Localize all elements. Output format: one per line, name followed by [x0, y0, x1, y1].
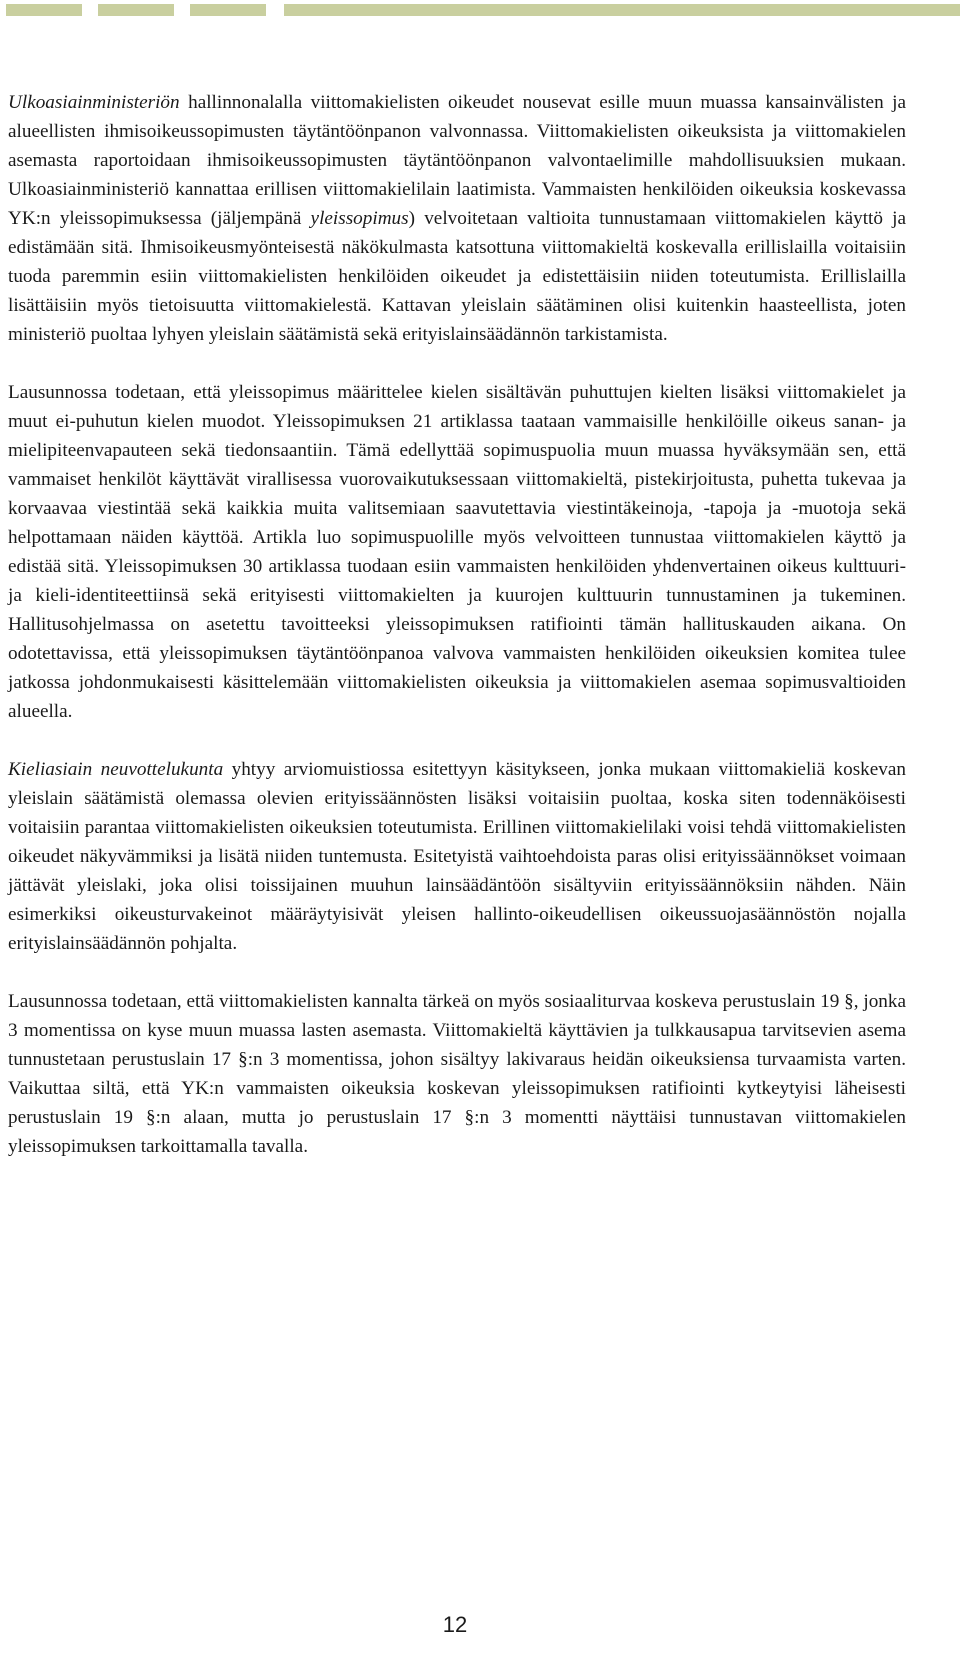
- paragraph-text: hallinnonalalla viittomakielisten oikeudet nousevat esille muun muassa kansainvälisten ja alueellisten ihmisoikeussopimusten täytäntöönpanon valvonnassa. Viittomakielisten oikeuksista ja viittomakielen asemasta raportoidaan ihmisoikeussopimusten täytäntöönpanon valvontaelimille mahdollisuuksien mukaan. Ulkoasiainministeriö kannattaa erillisen viittomakielilain laatimista. Vammaisten henkilöiden oikeuksia koskevassa YK:n yleissopimuksessa (jäljempänä: [8, 92, 906, 229]
- paragraph: [8, 378, 906, 726]
- paragraph: [8, 755, 906, 958]
- page-number: 12: [442, 1612, 468, 1637]
- paragraph-text: Lausunnossa todetaan, että viittomakielisten kannalta tärkeä on myös sosiaaliturvaa koskeva perustuslain 19 §, jonka 3 momentissa on kyse muun muassa lasten asemasta. Viittomakieltä käyttävien ja tulkkausapua tarvitsevien asema tunnustetaan perustuslain 17 §:n 3 momentissa, johon sisältyy lakivaraus heidän oikeuksiensa turvaamista varten. Vaikuttaa siltä, että YK:n vammaisten oikeuksia koskevan yleissopimuksen ratifiointi kytkeytyisi läheisesti perustuslain 19 §:n alaan, mutta jo perustuslain 17 §:n 3 momentti näyttäisi tunnustavan viittomakielen yleissopimuksen tarkoittamalla tavalla.: [8, 991, 906, 1157]
- paragraph: [8, 987, 906, 1161]
- header-decoration: [0, 4, 960, 16]
- organization-name: Kieliasiain neuvottelukunta: [8, 759, 224, 780]
- paragraph-text: Lausunnossa todetaan, että yleissopimus määrittelee kielen sisältävän puhuttujen kielten lisäksi viittomakielet ja muut ei-puhutun kielen muodot. Yleissopimuksen 21 artiklassa taataan vammaisille henkilöille oikeus sanan- ja mielipiteenvapauteen sekä tiedonsaantiin. Tämä edellyttää sopimuspuolia muun muassa hyväksymään sen, että vammaiset henkilöt käyttävät virallisessa vuorovaikutuksessaan viittomakieltä, pistekirjoitusta, puhetta tukevaa ja korvaavaa viestintää sekä kaikkia muita valitsemiaan saavutettavia viestintäkeinoja, -tapoja ja -muotoja sekä helpottamaan näiden käyttöä. Artikla luo sopimuspuolille myös velvoitteen tunnustaa viittomakielen käyttö ja edistää sitä. Yleissopimuksen 30 artiklassa tuodaan esiin vammaisten henkilöiden yhdenvertainen oikeus kulttuuri- ja kieli-identiteettiinsä sekä erityisesti viittomakielten ja kuurojen kulttuurin tunnustaminen ja tukeminen. Hallitusohjelmassa on asetettu tavoitteeksi yleissopimuksen ratifiointi tämän hallituskauden aikana. On odotettavissa, että yleissopimuksen täytäntöönpanoa valvova vammaisten henkilöiden oikeuksien komitea tulee jatkossa johdonmukaisesti käsittelemään viittomakielisten oikeuksia ja viittomakielen asemaa sopimusvaltioiden alueella.: [8, 382, 906, 722]
- paragraph-text: yhtyy arviomuistiossa esitettyyn käsitykseen, jonka mukaan viittomakieliä koskevan yleislain säätämistä olemassa olevien erityissäännösten lisäksi voitaisiin puoltaa, koska siten todennäköisesti voitaisiin parantaa viittomakielisten oikeuksien toteutumista. Erillinen viittomakielilaki voisi tehdä viittomakielisten oikeudet näkyvämmiksi ja lisätä niiden tuntemusta. Esitetyistä vaihtoehdoista paras olisi erityissäännökset voimaan jättävät yleislaki, joka olisi toissijainen muuhun lainsäädäntöön sisältyviin erityissäännöksiin nähden. Näin esimerkiksi oikeusturvakeinot määräytyisivät yleisen hallinto-oikeudellisen oikeussuojasäännöstön nojalla erityislainsäädännön pohjalta.: [8, 759, 907, 954]
- defined-term: yleissopimus: [310, 208, 409, 229]
- paragraph: [8, 88, 906, 349]
- ministry-name: Ulkoasiainministeriön: [8, 92, 180, 113]
- header-bar-1: [6, 4, 82, 16]
- header-bar-3: [190, 4, 266, 16]
- paragraph-text: ) velvoitetaan valtioita tunnustamaan viittomakielen käyttö ja edistämään sitä. Ihmisoikeusmyönteisestä näkökulmasta katsottuna viittomakieltä koskevalla erillislailla voitaisiin tuoda paremmin esiin viittomakielisten henkilöiden oikeudet ja edistettäisiin niiden toteutumista. Erillislailla lisättäisiin myös tietoisuutta viittomakielestä. Kattavan yleislain säätäminen olisi kuitenkin haasteellista, joten ministeriö puoltaa lyhyen yleislain säätämistä sekä erityislainsäädännön tarkistamista.: [8, 208, 907, 345]
- document-body: [8, 88, 906, 1161]
- header-bar-2: [98, 4, 174, 16]
- header-bar-4: [284, 4, 960, 16]
